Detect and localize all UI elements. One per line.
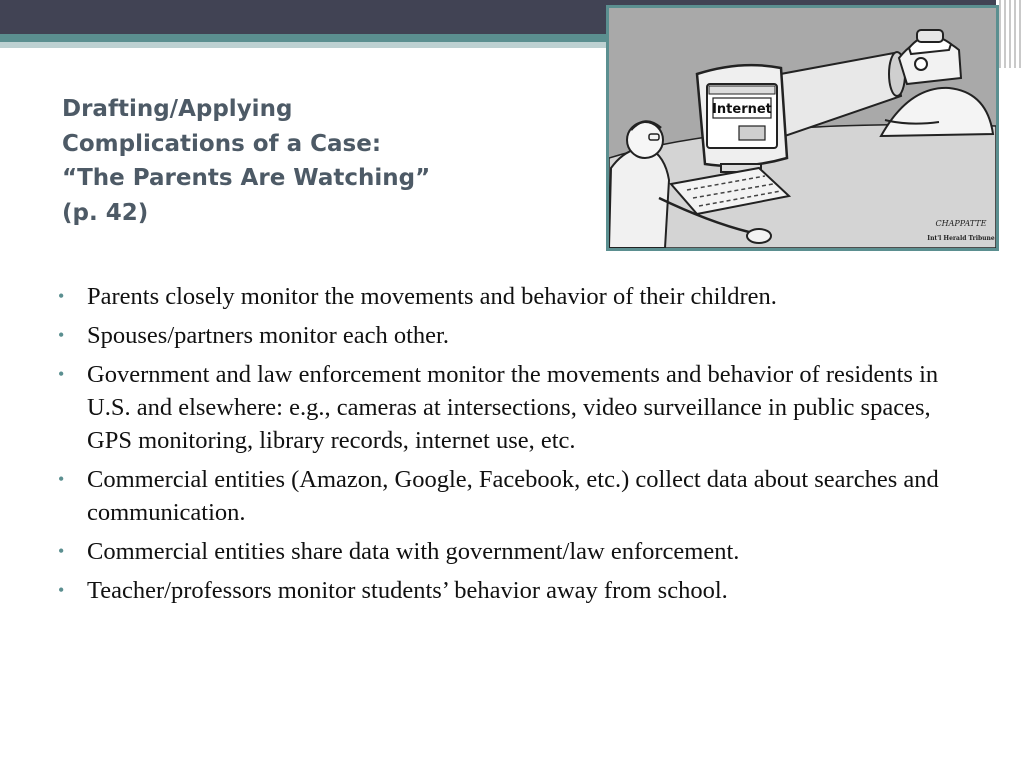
title-line: (p. 42) bbox=[62, 199, 149, 226]
publication-credit: Int'l Herald Tribune bbox=[927, 235, 995, 242]
bullet-text: Commercial entities share data with government/law enforcement. bbox=[87, 538, 740, 565]
title-line: “The Parents Are Watching” bbox=[62, 165, 431, 191]
bullet-text: Spouses/partners monitor each other. bbox=[87, 322, 449, 349]
bullet-item bbox=[58, 319, 958, 352]
bullet-marker: • bbox=[58, 469, 65, 489]
title-line: Drafting/Applying bbox=[62, 96, 293, 122]
decorative-stripes bbox=[996, 0, 1024, 68]
bullet-item bbox=[58, 358, 958, 457]
cartoonist-signature: CHAPPATTE bbox=[935, 219, 987, 228]
bullet-marker: • bbox=[58, 286, 65, 306]
screen-internet-text: Internet bbox=[712, 102, 772, 117]
bullet-list bbox=[58, 280, 958, 613]
bullet-item bbox=[58, 463, 958, 529]
bullet-item bbox=[58, 280, 958, 313]
bullet-text: Teacher/professors monitor students’ behavior away from school. bbox=[87, 577, 728, 604]
bullet-text: Government and law enforcement monitor the movements and behavior of residents in U.S. and elsewhere: e.g., cameras at intersections, video surveillance in public spaces, GPS monitoring, library records, internet use, etc. bbox=[87, 361, 939, 454]
bullet-marker: • bbox=[58, 541, 65, 561]
computer-monitor bbox=[697, 65, 787, 172]
bullet-marker: • bbox=[58, 580, 65, 600]
bullet-marker: • bbox=[58, 325, 65, 345]
bullet-marker: • bbox=[58, 364, 65, 384]
mouse bbox=[747, 229, 771, 243]
bullet-text: Parents closely monitor the movements and behavior of their children. bbox=[87, 283, 777, 310]
bullet-item bbox=[58, 574, 958, 607]
slide-title bbox=[62, 92, 582, 230]
title-line: Complications of a Case: bbox=[62, 130, 382, 157]
surveillance-cartoon bbox=[606, 5, 999, 251]
bullet-text: Commercial entities (Amazon, Google, Facebook, etc.) collect data about searches and communication. bbox=[87, 466, 939, 526]
bullet-item bbox=[58, 535, 958, 568]
